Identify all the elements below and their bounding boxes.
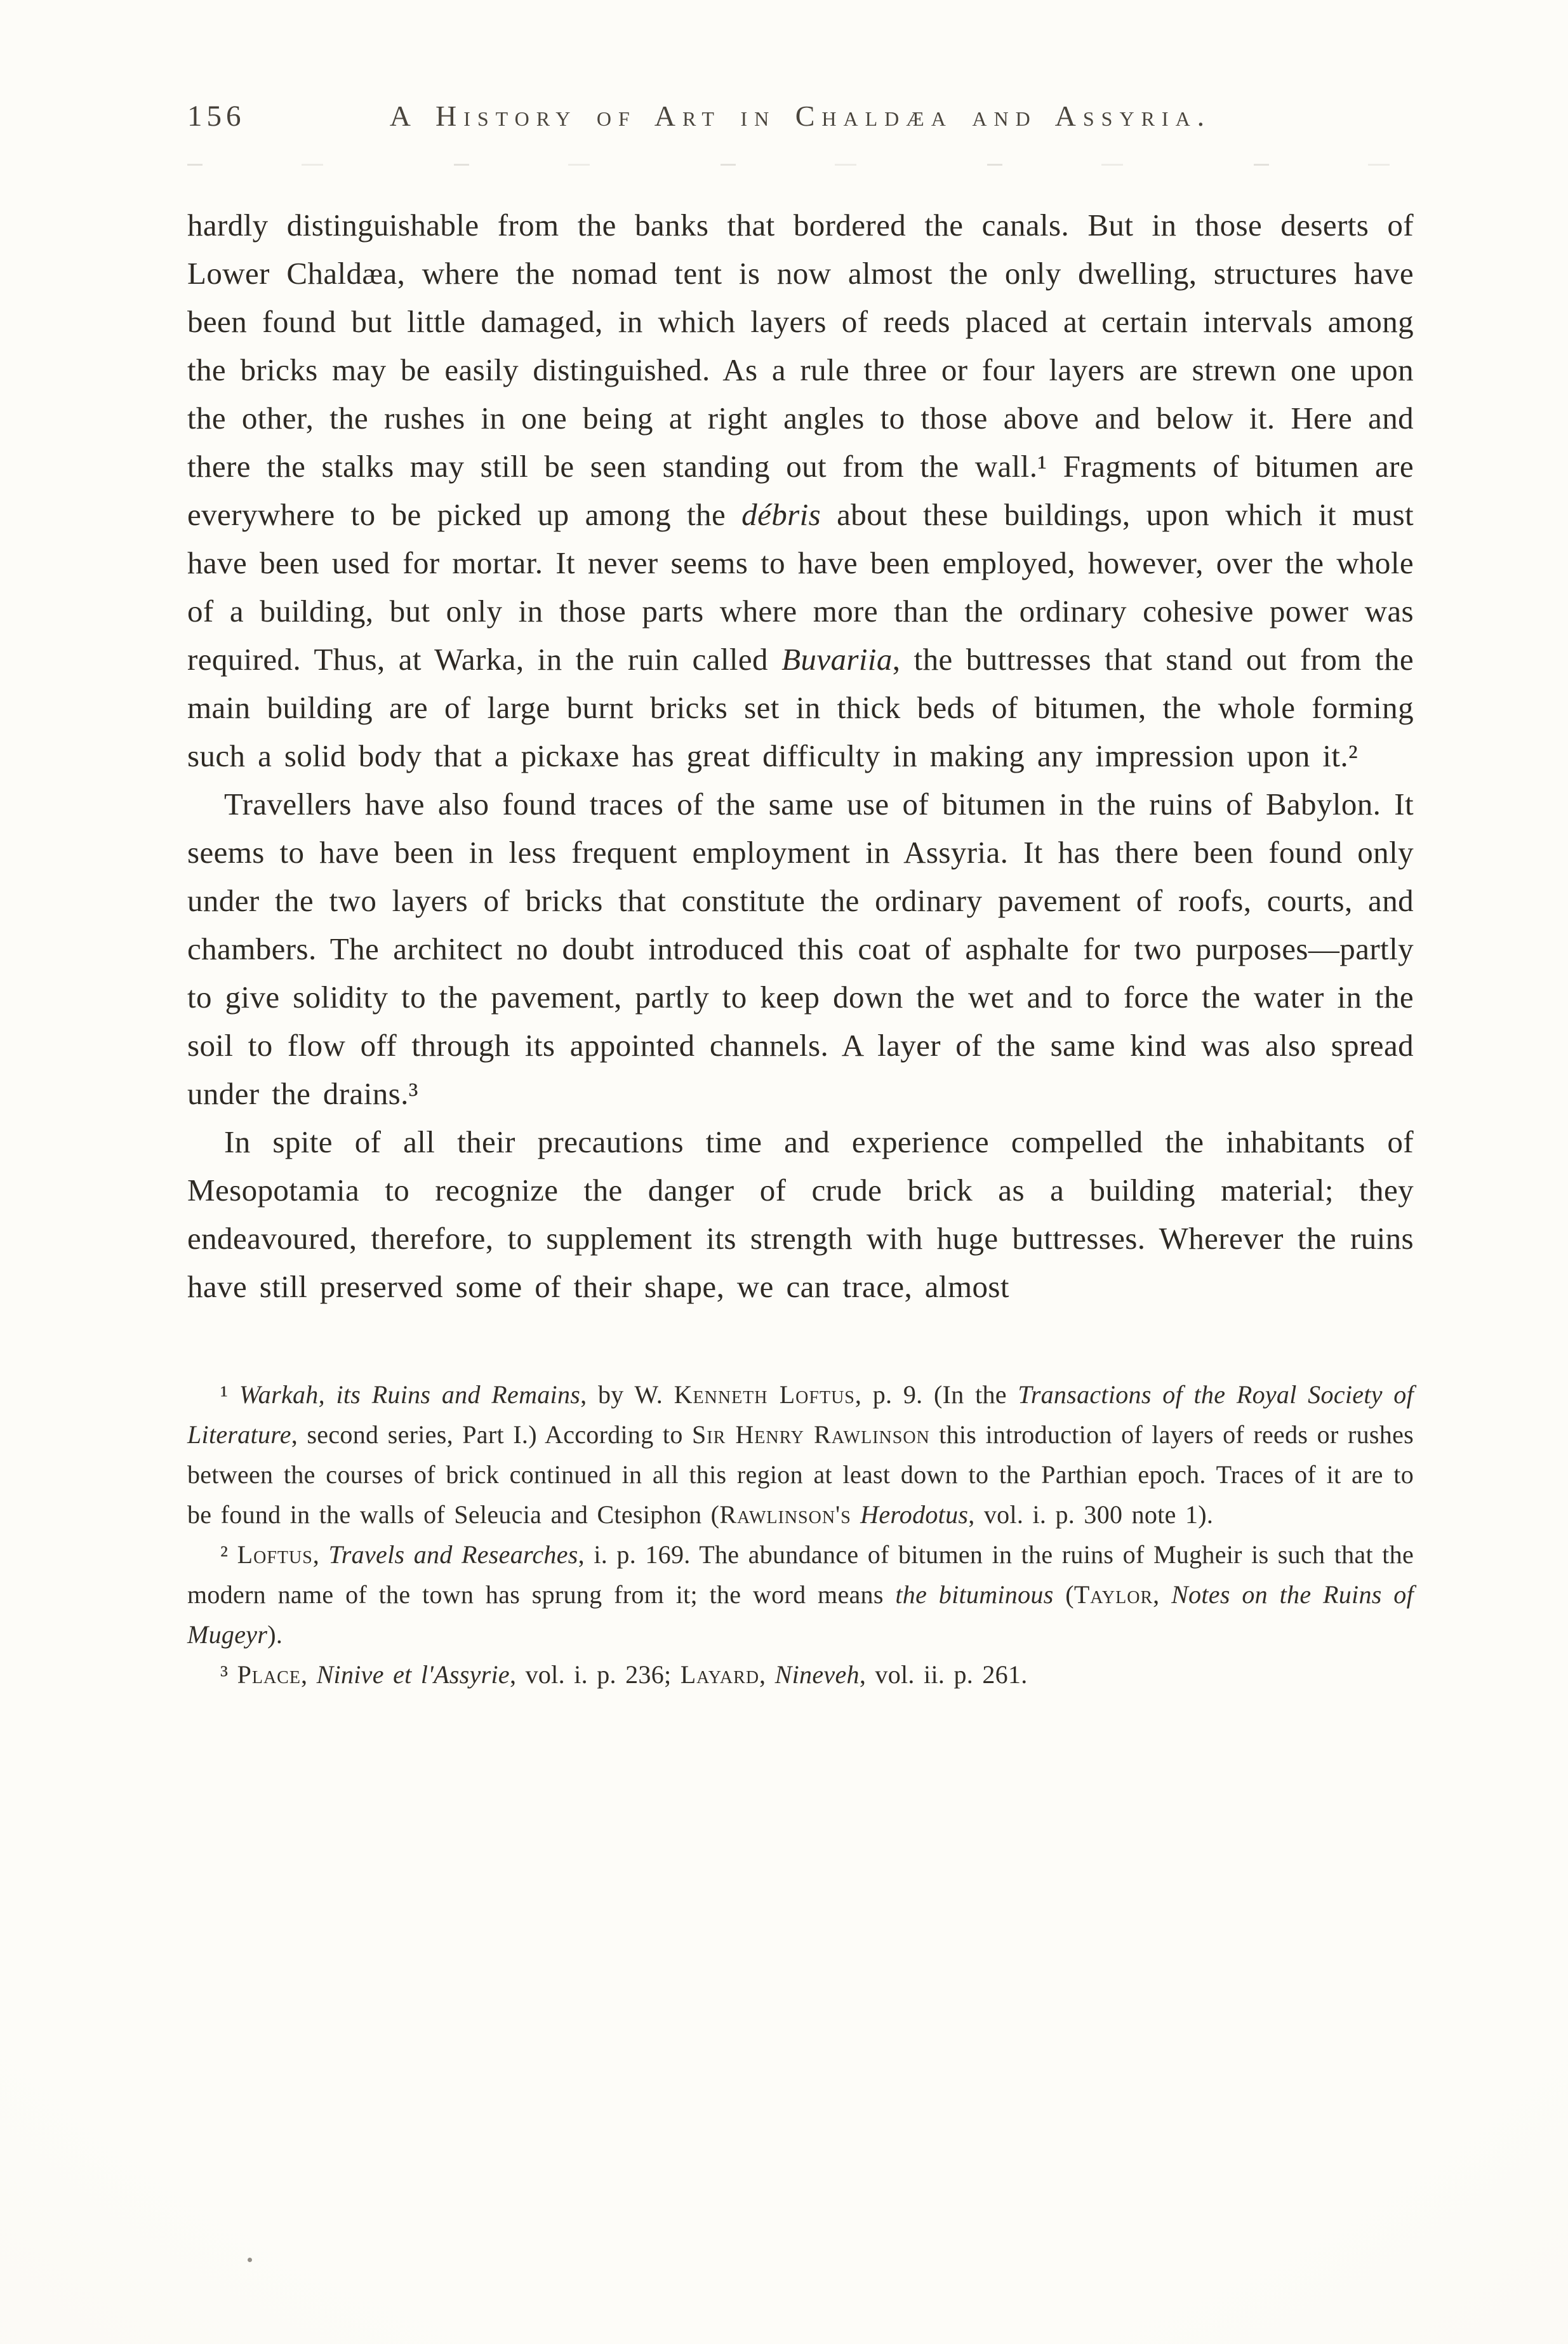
text-run: , i. p. 169. The abundance of bitumen in the ruins of Mugheir is such that the modern name of the town has sprung from it; the word means bbox=[187, 1540, 1414, 1609]
italic-text: the bituminous bbox=[895, 1580, 1054, 1609]
smallcaps-text: Sir Henry Rawlinson bbox=[692, 1420, 930, 1449]
italic-text: débris bbox=[741, 497, 821, 532]
text-block bbox=[187, 99, 1414, 1695]
text-run: hardly distinguishable from the banks that bordered the canals. But in those deserts of Lower Chaldæa, where the nomad tent is now almost the only dwelling, structures have been found but little damaged, in which layers of reeds placed at certain intervals among the bricks may be easily distinguished. As a rule three or four layers are strewn one upon the other, the rushes in one being at right angles to those above and below it. Here and there the stalks may still be seen standing out from the wall.¹ Fragments of bitumen are everywhere to be picked up among the bbox=[187, 208, 1414, 532]
italic-text: Herodotus bbox=[860, 1500, 969, 1529]
italic-text: Ninive et l'Assyrie bbox=[316, 1660, 510, 1689]
italic-text: Warkah, its Ruins and Remains bbox=[239, 1380, 581, 1409]
text-run: , bbox=[1153, 1580, 1172, 1609]
footnote bbox=[187, 1655, 1414, 1695]
text-run: , vol. i. p. 300 note 1). bbox=[968, 1500, 1214, 1529]
italic-text: Nineveh bbox=[774, 1660, 860, 1689]
footnote bbox=[187, 1535, 1414, 1655]
italic-text: Buvariia bbox=[781, 642, 893, 677]
text-run: , bbox=[312, 1540, 329, 1569]
italic-text: Travels and Researches bbox=[328, 1540, 578, 1569]
paragraph bbox=[187, 1118, 1414, 1311]
text-run: In spite of all their precautions time and experience compelled the inhabitants of Mesopotamia to recognize the danger of crude brick as a building material; they endeavoured, therefore, to supplement its strength with huge buttresses. Wherever the ruins have still preserved some of their shape, we can trace, almost bbox=[187, 1124, 1414, 1304]
smallcaps-text: Rawlinson's bbox=[719, 1500, 851, 1529]
text-run: ² bbox=[220, 1540, 237, 1569]
footnotes bbox=[187, 1375, 1414, 1695]
text-run: , second series, Part I.) According to bbox=[291, 1420, 693, 1449]
text-run: ³ bbox=[220, 1660, 237, 1689]
page-number: 156 bbox=[187, 100, 246, 133]
text-run: , bbox=[300, 1660, 317, 1689]
smallcaps-text: Layard bbox=[680, 1660, 760, 1689]
smallcaps-text: Kenneth Loftus bbox=[674, 1380, 855, 1409]
text-run: , vol. i. p. 236; bbox=[509, 1660, 681, 1689]
footnote bbox=[187, 1375, 1414, 1535]
smallcaps-text: Place bbox=[237, 1660, 301, 1689]
text-run: ¹ bbox=[220, 1380, 239, 1409]
text-run: about these buildings, upon which it must have been used for mortar. It never seems to have been employed, however, over the whole of a building, but only in those parts where more than the ordinary cohesive power was required. Thus, at Warka, in the ruin called bbox=[187, 497, 1414, 677]
italic-text: Notes on the Ruins of Mugeyr bbox=[187, 1580, 1414, 1649]
scan-artifact-rule bbox=[187, 164, 1414, 166]
text-run: this introduction of layers of reeds or rushes between the courses of brick continued in all this region at least down to the Parthian epoch. Traces of it are to be found in the walls of Seleucia and Ctesiphon ( bbox=[187, 1420, 1414, 1529]
scan-artifact-dot bbox=[248, 2258, 252, 2262]
text-run: , p. 9. (In the bbox=[854, 1380, 1018, 1409]
text-run: Travellers have also found traces of the same use of bitumen in the ruins of Babylon. It seems to have been in less frequent employment in Assyria. It has there been found only under the two layers of bricks that constitute the ordinary pavement of roofs, courts, and chambers. The architect no doubt introduced this coat of asphalte for two purposes—partly to give solidity to the pavement, partly to keep down the wet and to force the water in the soil to flow off through its appointed channels. A layer of the same kind was also spread under the drains.³ bbox=[187, 787, 1414, 1111]
smallcaps-text: Taylor bbox=[1073, 1580, 1153, 1609]
text-run: ). bbox=[267, 1620, 283, 1649]
paragraph bbox=[187, 780, 1414, 1118]
paragraph bbox=[187, 201, 1414, 780]
text-run: ( bbox=[1053, 1580, 1074, 1609]
smallcaps-text: Loftus bbox=[237, 1540, 313, 1569]
text-run: , vol. ii. p. 261. bbox=[859, 1660, 1028, 1689]
body-paragraphs bbox=[187, 201, 1414, 1311]
italic-text: Transactions of the Royal Society of Literature bbox=[187, 1380, 1414, 1449]
running-title: A History of Art in Chaldæa and Assyria. bbox=[389, 100, 1212, 132]
text-run: , the buttresses that stand out from the main building are of large burnt bricks set in thick beds of bitumen, the whole forming such a solid body that a pickaxe has great difficulty in making any impression upon it.² bbox=[187, 642, 1414, 773]
text-run: , by W. bbox=[580, 1380, 674, 1409]
text-run bbox=[851, 1500, 860, 1529]
page-header bbox=[187, 99, 1414, 140]
text-run: , bbox=[759, 1660, 775, 1689]
